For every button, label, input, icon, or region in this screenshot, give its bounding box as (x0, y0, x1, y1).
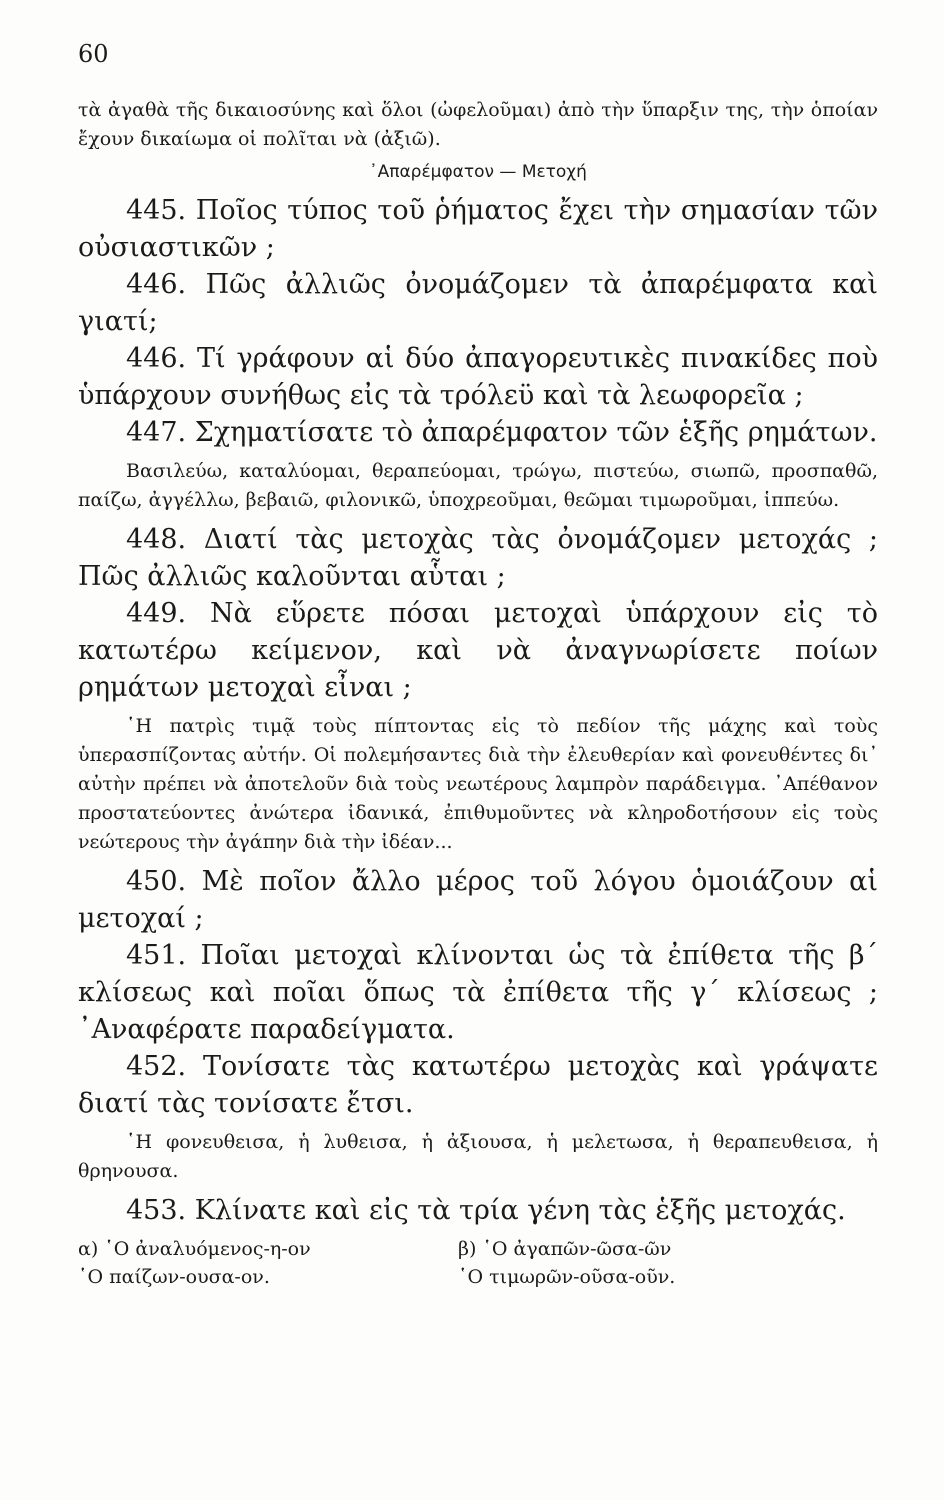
section-heading: ᾿Απαρέμφατον — Μετοχή (369, 162, 587, 182)
form-a2: ῾Ο παίζων-ουσα-ον. (78, 1266, 270, 1288)
question-453: 453. Κλίνατε καὶ εἰς τὰ τρία γένη τὰς ἑξῆς μετοχάς. (126, 1195, 846, 1226)
question-447: 447. Σχηματίσατε τὸ ἀπαρέμφατον τῶν ἑξῆς ρημάτων. (126, 417, 878, 448)
question-446b: 446. Τί γράφουν αἱ δύο ἀπαγορευτικὲς πινακίδες ποὺ ὑπάρχουν συνήθως εἰς τὰ τρόλεϋ καὶ τὰ λεωφορεῖα ; (78, 343, 878, 411)
question-450: 450. Μὲ ποῖον ἄλλο μέρος τοῦ λόγου ὁμοιάζουν αἱ μετοχαί ; (78, 866, 878, 934)
participle-forms (78, 1235, 878, 1291)
intro-text: τὰ ἀγαθὰ τῆς δικαιοσύνης καὶ ὅλοι (ὠφελοῦμαι) ἀπὸ τὴν ὕπαρξιν της, τὴν ὁποίαν ἔχουν δικαίωμα οἱ πολῖται νὰ (ἀξιῶ). (78, 99, 878, 150)
forms-row-1 (78, 1235, 878, 1263)
question-449: 449. Νὰ εὕρετε πόσαι μετοχαὶ ὑπάρχουν εἰς τὸ κατωτέρω κείμενον, καὶ νὰ ἀναγνωρίσετε ποίων ρημάτων μετοχαὶ εἶναι ; (78, 598, 878, 703)
participle-list: ῾Η φονευθεισα, ἡ λυθεισα, ἡ ἀξιουσα, ἡ μελετωσα, ἡ θεραπευθεισα, ἡ θρηνουσα. (78, 1131, 878, 1182)
form-b2: ῾Ο τιμωρῶν-οῦσα-οῦν. (458, 1266, 676, 1288)
forms-row-2 (78, 1263, 878, 1291)
passage-text: ῾Η πατρὶς τιμᾷ τοὺς πίπτοντας εἰς τὸ πεδίον τῆς μάχης καὶ τοὺς ὑπερασπίζοντας αὐτήν. Οἱ πολεμήσαντες διὰ τὴν ἐλευθερίαν καὶ φονευθέντες δι᾿ αὐτὴν πρέπει νὰ ἀποτελοῦν διὰ τοὺς νεωτέρους λαμπρὸν παράδειγμα. ᾿Απέθανον προστατεύοντες ἀνώτερα ἰδανικά, ἐπιθυμοῦντες νὰ κληροδοτήσουν εἰς τοὺς νεώτερους τὴν ἀγάπην διὰ τὴν ἰδέαν... (78, 715, 878, 853)
question-445: 445. Ποῖος τύπος τοῦ ῥήματος ἔχει τὴν σημασίαν τῶν οὐσιαστικῶν ; (78, 195, 878, 263)
form-a1: α) ῾Ο ἀναλυόμενος-η-ον (78, 1238, 311, 1260)
question-451: 451. Ποῖαι μετοχαὶ κλίνονται ὡς τὰ ἐπίθετα τῆς β΄ κλίσεως καὶ ποῖαι ὅπως τὰ ἐπίθετα τῆς γ΄ κλίσεως ; ᾿Αναφέρατε παραδείγματα. (78, 940, 878, 1045)
form-b1: β) ῾Ο ἀγαπῶν-ῶσα-ῶν (458, 1238, 672, 1260)
question-446a: 446. Πῶς ἀλλιῶς ὀνομάζομεν τὰ ἀπαρέμφατα καὶ γιατί; (78, 269, 878, 337)
page-number: 60 (78, 40, 109, 68)
verb-list: Βασιλεύω, καταλύομαι, θεραπεύομαι, τρώγω, πιστεύω, σιωπῶ, προσπαθῶ, παίζω, ἀγγέλλω, βεβαιῶ, φιλονικῶ, ὑποχρεοῦμαι, θεῶμαι τιμωροῦμαι, ἱππεύω. (78, 460, 878, 511)
question-448: 448. Διατί τὰς μετοχὰς τὰς ὀνομάζομεν μετοχάς ; Πῶς ἀλλιῶς καλοῦνται αὗται ; (78, 524, 878, 592)
page (78, 40, 878, 1291)
question-452: 452. Τονίσατε τὰς κατωτέρω μετοχὰς καὶ γράψατε διατί τὰς τονίσατε ἔτσι. (78, 1051, 878, 1119)
